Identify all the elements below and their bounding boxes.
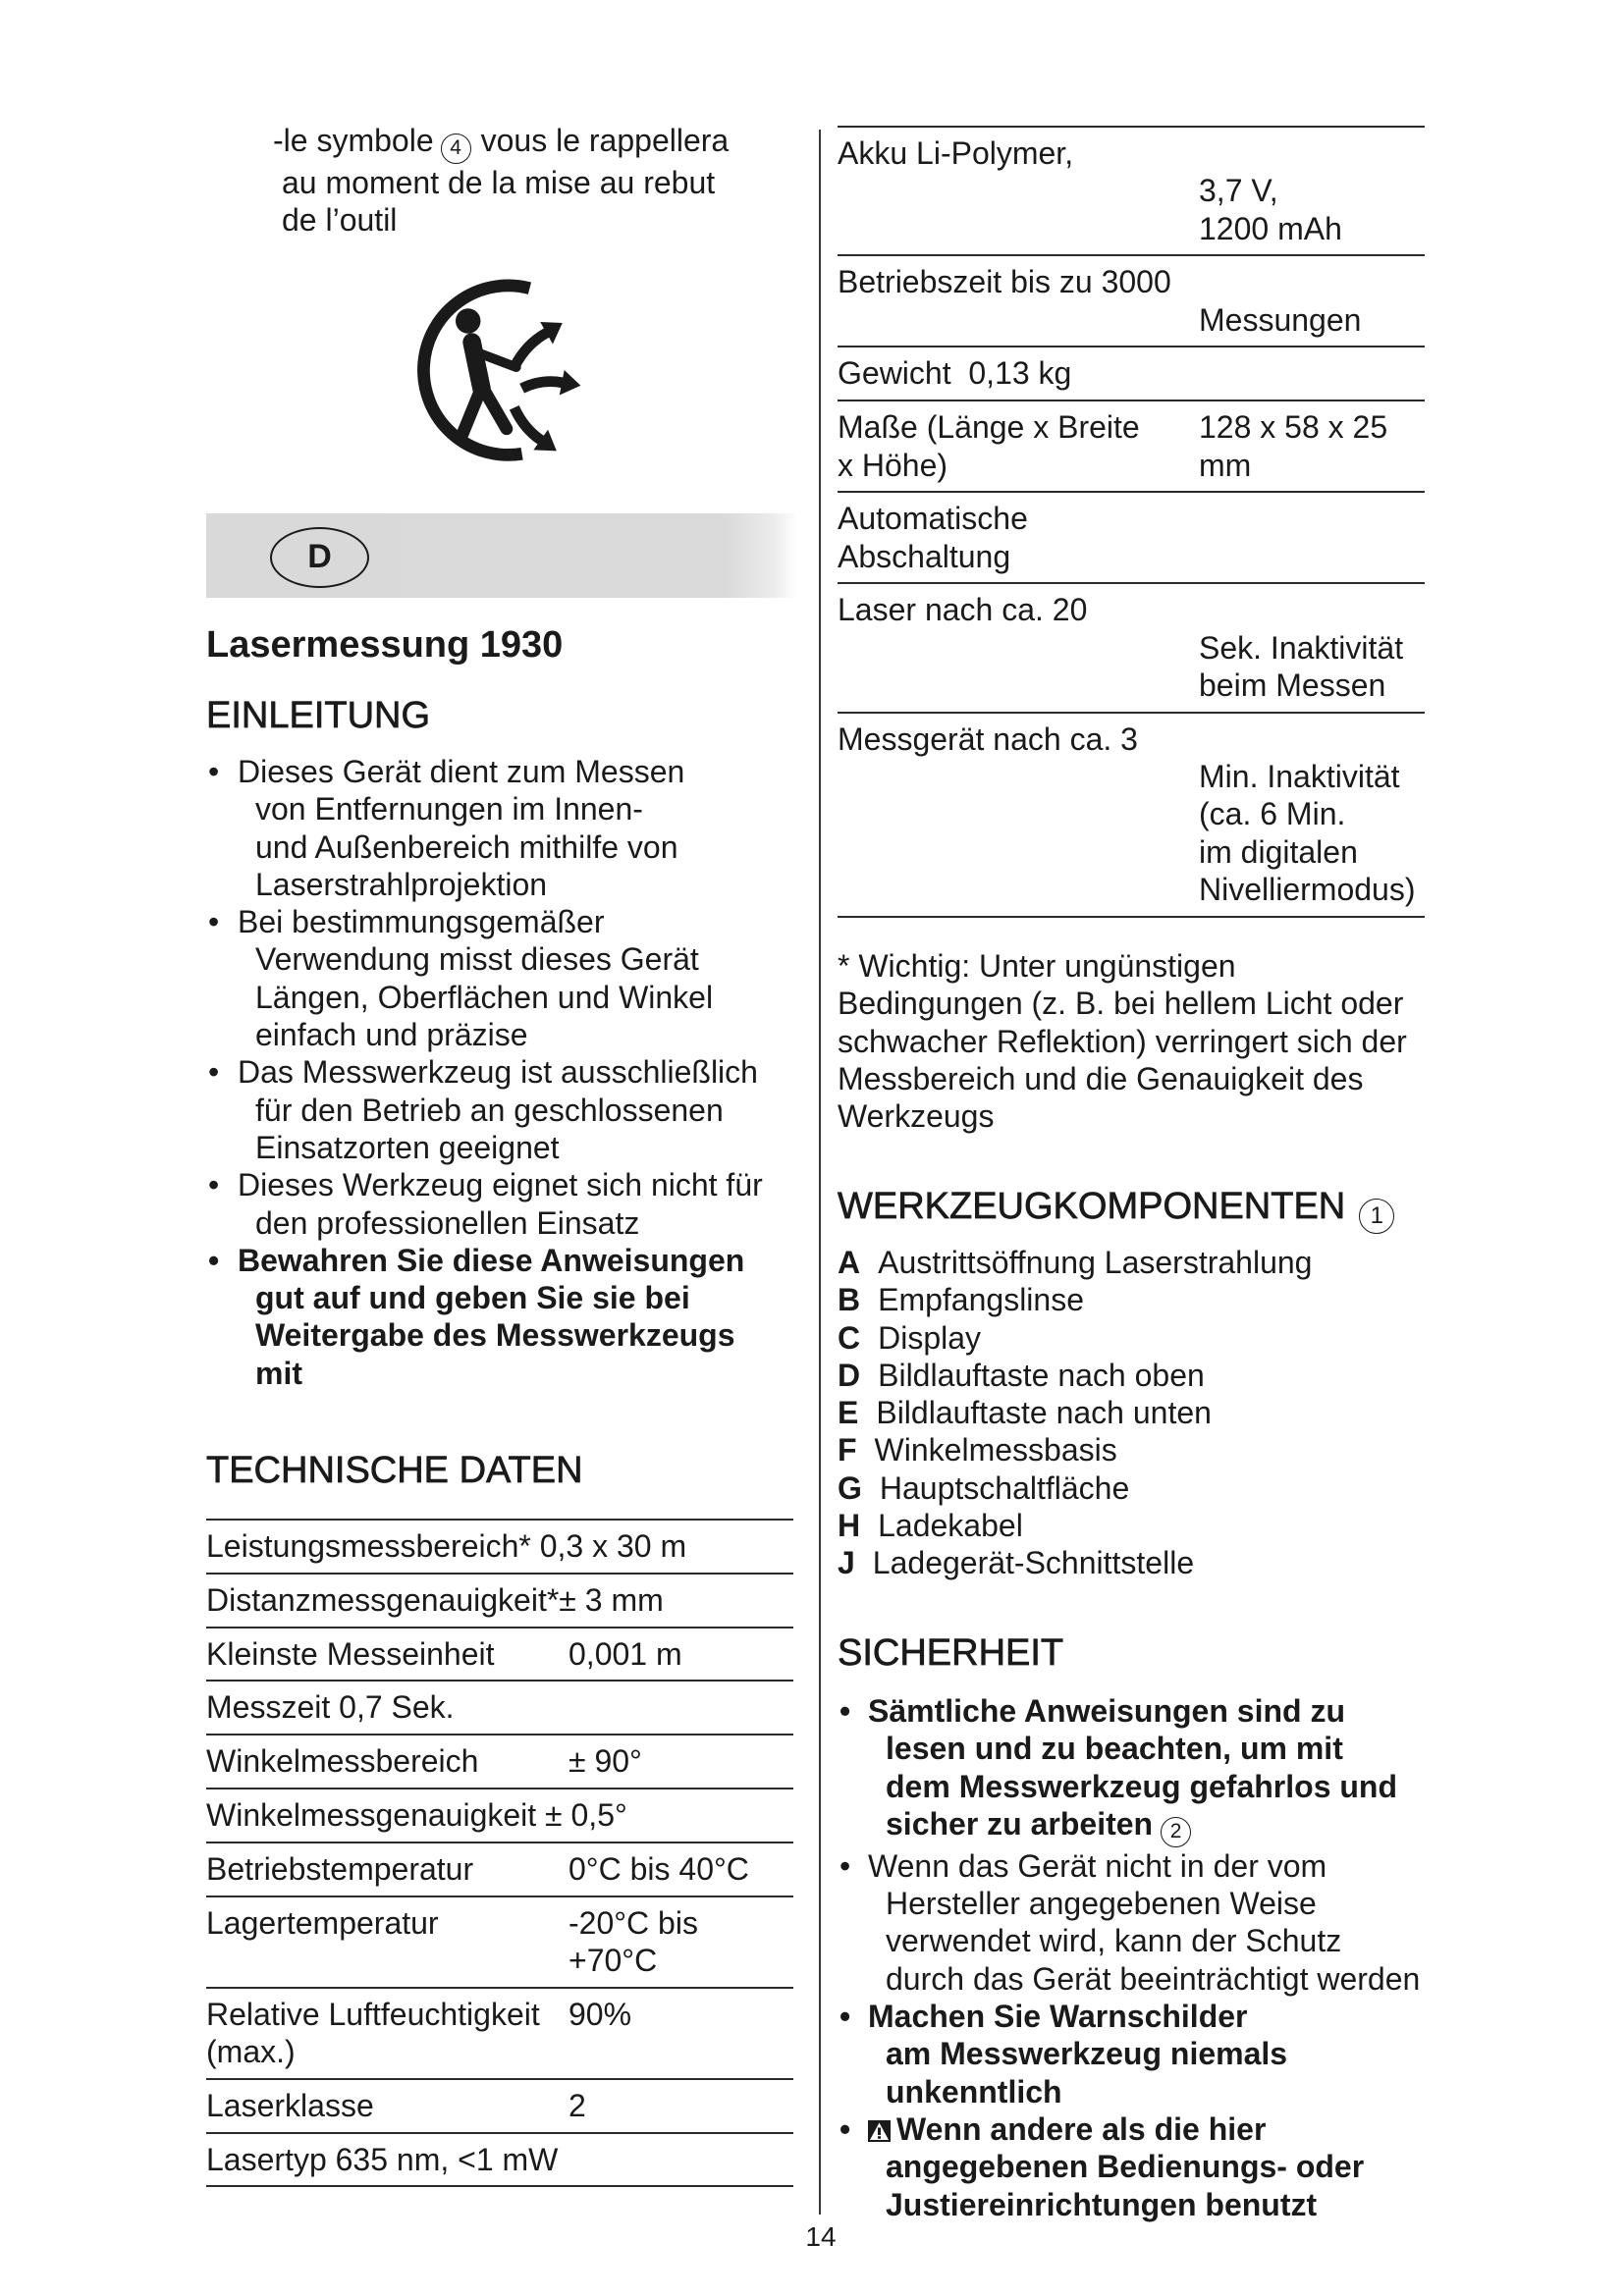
component-item xyxy=(838,1431,1312,1468)
circled-number-1: 1 xyxy=(1359,1199,1394,1234)
component-item xyxy=(838,1507,1312,1544)
warning-triangle-icon xyxy=(868,2119,891,2143)
spec-table xyxy=(206,1519,793,2187)
list-item-bold xyxy=(838,2110,1584,2223)
spec-label: Akku Li-Polymer, xyxy=(838,135,1074,171)
component-text: Bildlauftaste nach unten xyxy=(876,1395,1212,1431)
bullet: • xyxy=(208,904,220,940)
intro-text-rest: au moment de la mise au rebut de l’outil xyxy=(282,165,716,239)
footnote: * Wichtig: Unter ungünstigen Bedingungen (z. B. bei hellem Licht oder schwacher Reflektion) verringert sich der Messbereich und die Genauigkeit des Werkzeugs xyxy=(838,948,1407,1135)
component-text: Display xyxy=(878,1319,982,1356)
spec-label: Laserklasse xyxy=(206,2087,374,2123)
list-item xyxy=(206,753,793,903)
triman-arrow-upper-shaft xyxy=(514,333,547,367)
spec-value: 0,001 m xyxy=(568,1635,682,1672)
spec-row xyxy=(206,1521,793,1575)
list-item-text: Wenn andere als die hier angegebenen Bedienungs- oder Justiereinrichtungen benutzt xyxy=(886,2110,1365,2222)
spec-text: Gewicht 0,13 kg xyxy=(838,355,1072,392)
spec-text: Leistungsmessbereich* 0,3 x 30 m xyxy=(206,1528,687,1564)
list-item xyxy=(206,1166,793,1242)
heading-werkzeugkomponenten xyxy=(838,1184,1394,1234)
component-letter: F xyxy=(838,1432,857,1468)
spec-value: 0°C bis 40°C xyxy=(568,1850,749,1887)
spec-row xyxy=(206,1575,793,1629)
triman-figure-leg-right xyxy=(485,393,507,429)
component-letter: B xyxy=(838,1282,861,1318)
spec-row xyxy=(838,584,1425,713)
list-item-bold xyxy=(838,1998,1584,2110)
einleitung-list xyxy=(206,753,793,1392)
list-item-text: Dieses Gerät dient zum Messen von Entfernungen im Innen- und Außenbereich mithilfe von Laserstrahlprojektion xyxy=(238,754,685,902)
spec-value: Sek. Inaktivität beim Messen xyxy=(1199,629,1404,704)
heading-werkzeugkomponenten-text: WERKZEUGKOMPONENTEN xyxy=(838,1186,1346,1227)
list-item xyxy=(838,1847,1584,1998)
component-item xyxy=(838,1244,1312,1281)
spec-value: ± 90° xyxy=(568,1743,642,1780)
spec-text: Automatische Abschaltung xyxy=(838,501,1028,574)
list-item-bold xyxy=(838,1692,1584,1847)
spec-label: Maße (Länge x Breite x Höhe) xyxy=(838,409,1140,483)
component-list xyxy=(838,1244,1312,1582)
spec-row xyxy=(206,2134,793,2188)
spec-text: Distanzmessgenauigkeit*± 3 mm xyxy=(206,1581,664,1618)
heading-einleitung: EINLEITUNG xyxy=(206,695,431,736)
spec-row xyxy=(838,347,1425,401)
component-item xyxy=(838,1281,1312,1318)
spec-value: 2 xyxy=(568,2087,586,2123)
component-text: Bildlauftaste nach oben xyxy=(878,1357,1205,1393)
list-item-bold xyxy=(206,1242,793,1392)
bullet: • xyxy=(208,1242,220,1278)
component-text: Empfangslinse xyxy=(878,1282,1084,1318)
spec-label: Relative Luftfeuchtigkeit (max.) xyxy=(206,1996,540,2069)
list-item xyxy=(206,903,793,1053)
spec-text: Winkelmessgenauigkeit ± 0,5° xyxy=(206,1796,627,1833)
bullet: • xyxy=(839,2110,851,2147)
component-letter: C xyxy=(838,1319,861,1356)
component-letter: A xyxy=(838,1245,861,1280)
component-letter: D xyxy=(838,1357,861,1393)
page-number: 14 xyxy=(805,2221,837,2252)
list-item-text: Bei bestimmungsgemäßer Verwendung misst dieses Gerät Längen, Oberflächen und Winkel einfach und präzise xyxy=(238,904,714,1053)
spec-row xyxy=(206,1789,793,1843)
spec-row xyxy=(838,401,1425,493)
spec-label: Winkelmessbereich xyxy=(206,1743,479,1780)
spec-value: -20°C bis +70°C xyxy=(568,1904,698,1978)
component-text: Ladekabel xyxy=(878,1508,1023,1544)
spec-row xyxy=(838,714,1425,918)
intro-text-after: vous le rappellera xyxy=(480,123,730,158)
spec-label: Lagertemperatur xyxy=(206,1904,439,1941)
component-text: Hauptschaltfläche xyxy=(879,1469,1130,1506)
spec-row xyxy=(206,2080,793,2134)
spec-label: Betriebszeit bis zu 3000 xyxy=(838,264,1171,300)
spec-label: Betriebstemperatur xyxy=(206,1850,474,1887)
triman-arrow-middle-head xyxy=(560,370,581,395)
spec-value: 128 x 58 x 25 mm xyxy=(1199,409,1388,483)
list-item-text: Bewahren Sie diese Anweisungen gut auf und geben Sie sie bei Weitergabe des Messwerkzeugs mit xyxy=(238,1242,745,1391)
component-text: Austrittsöffnung Laserstrahlung xyxy=(878,1245,1313,1280)
intro-note xyxy=(273,122,729,240)
component-item xyxy=(838,1469,1312,1507)
component-letter: J xyxy=(838,1545,855,1581)
component-text: Ladegerät-Schnittstelle xyxy=(872,1545,1195,1581)
list-item-text: Wenn das Gerät nicht in der vom Hersteller angegebenen Weise verwendet wird, kann der Schutz durch das Gerät beeinträchtigt werden xyxy=(868,1847,1421,1997)
spec-table-continued xyxy=(838,126,1425,918)
spec-label: Laser nach ca. 20 xyxy=(838,592,1088,628)
spec-text: Lasertyp 635 nm, <1 mW xyxy=(206,2141,559,2177)
component-item xyxy=(838,1544,1312,1581)
column-divider xyxy=(819,130,821,2215)
spec-value: Min. Inaktivität (ca. 6 Min. im digitalen Nivelliermodus) xyxy=(1199,759,1416,908)
component-letter: G xyxy=(838,1469,862,1506)
bullet: • xyxy=(208,1167,220,1203)
triman-recycling-icon xyxy=(406,275,599,467)
triman-figure-leg-left xyxy=(462,393,480,435)
spec-row xyxy=(206,1682,793,1735)
list-item-text: Das Messwerkzeug ist ausschließlich für den Betrieb an geschlossenen Einsatzorten geeignet xyxy=(238,1054,758,1165)
bullet: • xyxy=(839,1693,851,1729)
bullet: • xyxy=(208,754,220,789)
spec-label: Kleinste Messeinheit xyxy=(206,1635,495,1672)
component-item xyxy=(838,1319,1312,1357)
spec-row xyxy=(838,256,1425,347)
spec-row xyxy=(206,1843,793,1897)
triman-figure-head xyxy=(456,308,480,333)
spec-value: 90% xyxy=(568,1996,632,2032)
spec-row xyxy=(206,1735,793,1789)
circled-number-2: 2 xyxy=(1161,1817,1191,1847)
intro-text-before: -le symbole xyxy=(273,123,434,158)
bullet: • xyxy=(839,1999,851,2035)
intro-first-line xyxy=(273,122,729,164)
component-item xyxy=(838,1357,1312,1394)
circled-number-4: 4 xyxy=(441,133,471,164)
list-item-text: Machen Sie Warnschilder am Messwerkzeug niemals unkenntlich xyxy=(868,1999,1288,2109)
spec-row xyxy=(206,1989,793,2080)
spec-value: Messungen xyxy=(1199,301,1362,338)
spec-row xyxy=(206,1629,793,1682)
component-item xyxy=(838,1394,1312,1431)
spec-row xyxy=(838,493,1425,584)
component-text: Winkelmessbasis xyxy=(874,1432,1117,1468)
bullet: • xyxy=(208,1054,220,1091)
heading-technische-daten: TECHNISCHE DATEN xyxy=(206,1450,583,1491)
bullet: • xyxy=(839,1847,851,1884)
heading-sicherheit: SICHERHEIT xyxy=(838,1632,1064,1674)
spec-row xyxy=(838,128,1425,256)
spec-row xyxy=(206,1897,793,1989)
component-letter: H xyxy=(838,1508,861,1544)
language-badge: D xyxy=(270,527,369,588)
triman-arrow-middle-shaft xyxy=(522,382,563,389)
list-item-text: Dieses Werkzeug eignet sich nicht für den professionellen Einsatz xyxy=(238,1167,763,1241)
spec-value: 3,7 V, 1200 mAh xyxy=(1199,173,1342,246)
list-item xyxy=(206,1053,793,1166)
page-title: Lasermessung 1930 xyxy=(206,624,564,666)
sicherheit-list xyxy=(838,1692,1584,2223)
component-letter: E xyxy=(838,1395,859,1431)
triman-arrow-lower-shaft xyxy=(514,407,541,440)
spec-label: Messgerät nach ca. 3 xyxy=(838,721,1138,757)
spec-text: Messzeit 0,7 Sek. xyxy=(206,1689,455,1726)
list-item-text: Sämtliche Anweisungen sind zu lesen und zu beachten, um mit dem Messwerkzeug gefahrlos und sicher zu arbeiten xyxy=(868,1693,1398,1842)
